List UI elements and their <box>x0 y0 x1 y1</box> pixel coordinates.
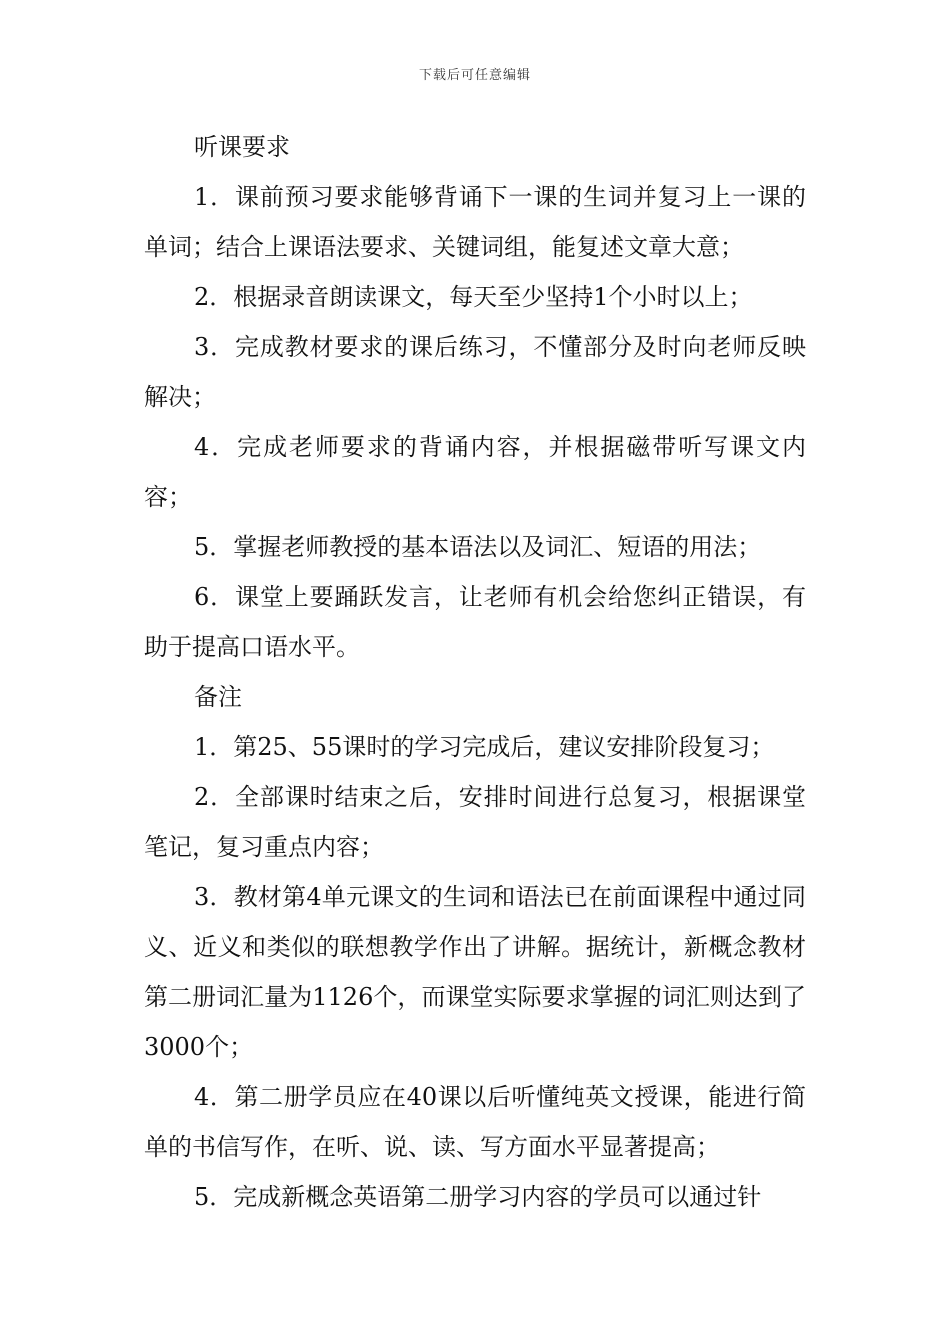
list-item: 2．根据录音朗读课文，每天至少坚持1个小时以上； <box>194 283 753 311</box>
document-body <box>144 122 806 1222</box>
list-item: 2．全部课时结束之后，安排时间进行总复习，根据课堂笔记，复习重点内容； <box>144 783 806 861</box>
section-heading-remarks: 备注 <box>194 683 242 711</box>
list-item: 6．课堂上要踊跃发言，让老师有机会给您纠正错误，有助于提高口语水平。 <box>144 583 806 661</box>
list-item: 3．完成教材要求的课后练习，不懂部分及时向老师反映解决； <box>144 333 806 411</box>
list-item: 4．完成老师要求的背诵内容，并根据磁带听写课文内容； <box>144 433 806 511</box>
list-item: 5．掌握老师教授的基本语法以及词汇、短语的用法； <box>194 533 762 561</box>
header-note: 下载后可任意编辑 <box>418 68 531 83</box>
list-item: 1．第25、55课时的学习完成后，建议安排阶段复习； <box>194 733 775 761</box>
list-item: 4．第二册学员应在40课以后听懂纯英文授课，能进行简单的书信写作，在听、说、读、写方面水平显著提高； <box>144 1083 806 1161</box>
list-item: 3．教材第4单元课文的生词和语法已在前面课程中通过同义、近义和类似的联想教学作出了讲解。据统计，新概念教材第二册词汇量为1126个，而课堂实际要求掌握的词汇则达到了3000个； <box>144 883 806 1061</box>
list-item: 1．课前预习要求能够背诵下一课的生词并复习上一课的单词；结合上课语法要求、关键词组，能复述文章大意； <box>144 183 806 261</box>
section-heading-listening-requirements: 听课要求 <box>194 133 290 161</box>
list-item: 5．完成新概念英语第二册学习内容的学员可以通过针 <box>194 1183 762 1211</box>
